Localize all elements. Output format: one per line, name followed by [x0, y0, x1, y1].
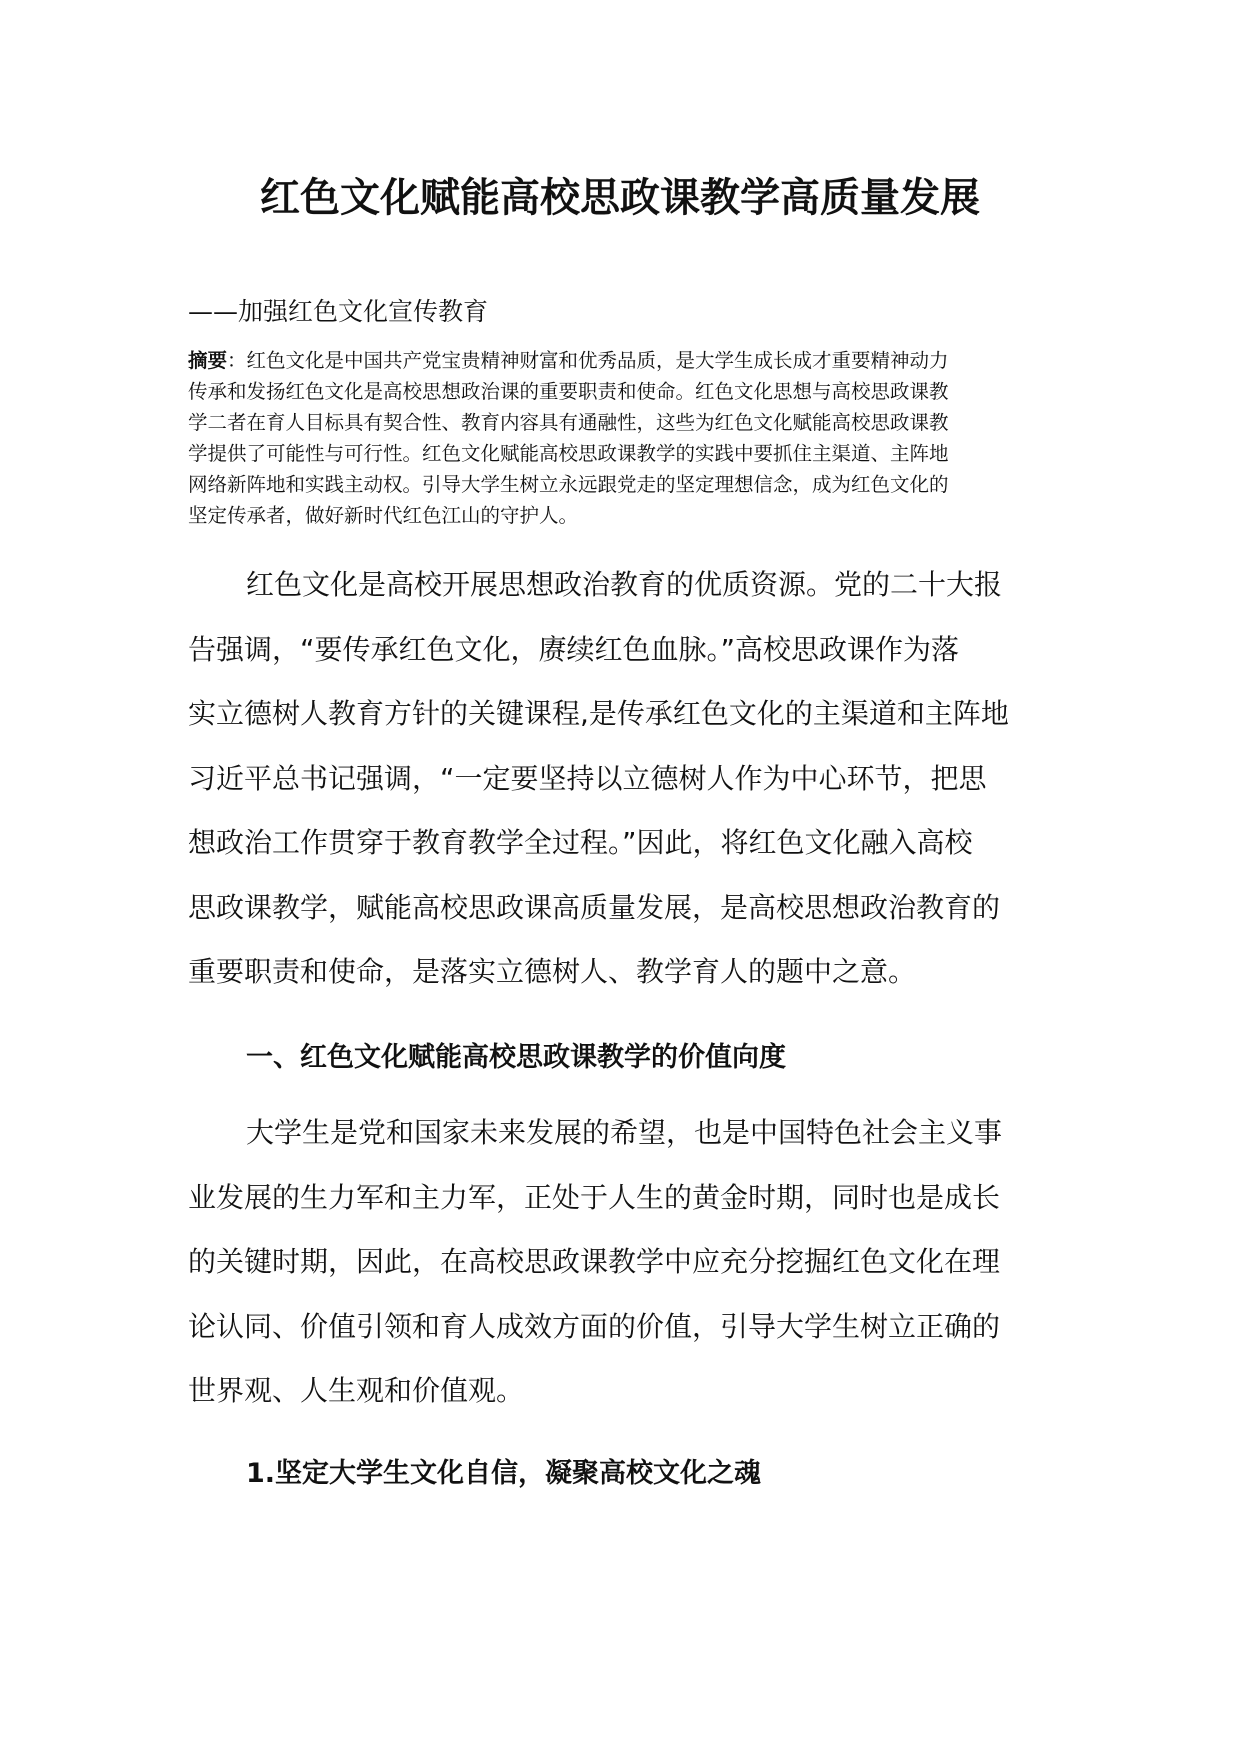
abstract-line: 坚定传承者，做好新时代红色江山的守护人。	[188, 504, 579, 527]
document-subtitle: ——加强红色文化宣传教育	[188, 297, 489, 326]
body-paragraph-intro	[188, 553, 1068, 1005]
abstract-line	[188, 345, 1058, 376]
subsection-heading-1-1: 1.坚定大学生文化自信，凝聚高校文化之魂	[246, 1458, 762, 1489]
paragraph-line: 红色文化是高校开展思想政治教育的优质资源。党的二十大报	[246, 568, 1003, 601]
abstract-separator: ：	[227, 349, 247, 372]
paragraph-line: 业发展的生力军和主力军，正处于人生的黄金时期，同时也是成长	[188, 1180, 1001, 1214]
paragraph-line: 的关键时期，因此，在高校思政课教学中应充分挖掘红色文化在理	[188, 1245, 1001, 1278]
paragraph-line: 重要职责和使命，是落实立德树人、教学育人的题中之意。	[188, 955, 917, 988]
abstract-line: 学二者在育人目标具有契合性、教育内容具有通融性，这些为红色文化赋能高校思政课教	[188, 411, 949, 434]
paragraph-line: 告强调，“要传承红色文化，赓续红色血脉。”高校思政课作为落	[188, 632, 960, 666]
abstract-block	[188, 345, 1058, 531]
paragraph-line: 思政课教学，赋能高校思政课高质量发展，是高校思想政治教育的	[188, 890, 1001, 924]
abstract-line: 网络新阵地和实践主动权。引导大学生树立永远跟党走的坚定理想信念，成为红色文化的	[188, 473, 949, 496]
paragraph-line: 论认同、价值引领和育人成效方面的价值，引导大学生树立正确的	[188, 1309, 1001, 1343]
document-title: 红色文化赋能高校思政课教学高质量发展	[260, 175, 980, 221]
paragraph-line: 世界观、人生观和价值观。	[188, 1374, 525, 1407]
paragraph-line: 习近平总书记强调，“一定要坚持以立德树人作为中心环节，把思	[188, 761, 987, 795]
paragraph-line: 想政治工作贯穿于教育教学全过程。”因此，将红色文化融入高校	[188, 826, 973, 859]
abstract-line: 传承和发扬红色文化是高校思想政治课的重要职责和使命。红色文化思想与高校思政课教	[188, 380, 949, 403]
abstract-text: 红色文化是中国共产党宝贵精神财富和优秀品质，是大学生成长成才重要精神动力	[246, 349, 949, 372]
abstract-label: 摘要	[188, 349, 228, 372]
body-paragraph-section-1	[188, 1101, 1068, 1424]
paragraph-line: 实立德树人教育方针的关键课程,是传承红色文化的主渠道和主阵地	[188, 697, 1009, 730]
section-heading-1: 一、红色文化赋能高校思政课教学的价值向度	[246, 1042, 786, 1073]
abstract-line: 学提供了可能性与可行性。红色文化赋能高校思政课教学的实践中要抓住主渠道、主阵地	[188, 442, 949, 465]
paragraph-line: 大学生是党和国家未来发展的希望，也是中国特色社会主义事	[246, 1116, 1003, 1149]
